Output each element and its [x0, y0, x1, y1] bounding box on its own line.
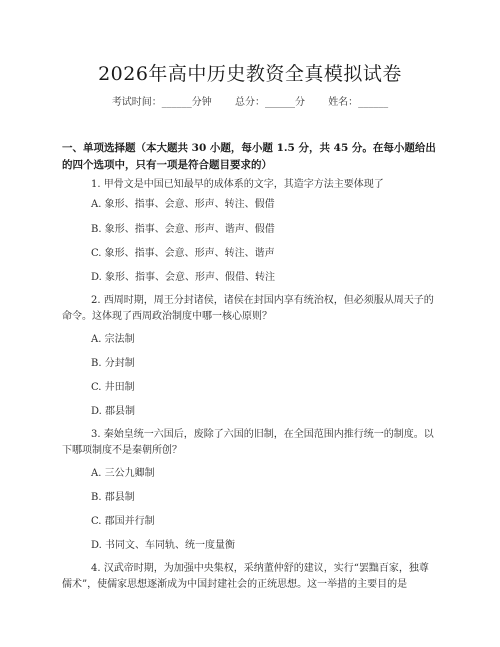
question-2-option-d: D. 郡县制: [91, 406, 136, 417]
question-1-option-a: A. 象形、指事、会意、形声、转注、假借: [91, 199, 275, 210]
question-2-option-c: C. 井田制: [91, 382, 135, 393]
exam-time: 考试时间：______分钟: [111, 97, 212, 108]
exam-title: 2026年高中历史教资全真模拟试卷: [98, 63, 402, 85]
section-heading: 一、单项选择题（本大题共 30 小题，每小题 1.5 分，共 45 分。在每小题给出的四个选项中，只有一项是符合题目要求的）: [62, 142, 436, 171]
exam-score: 总分：______分: [235, 97, 305, 108]
question-1-option-b: B. 象形、指事、会意、形声、谐声、假借: [91, 224, 275, 235]
question-2-option-b: B. 分封制: [91, 358, 135, 369]
question-1-option-c: C. 象形、指事、会意、形声、转注、谐声: [91, 248, 275, 259]
question-3-stem: 3. 秦始皇统一六国后，废除了六国的旧制，在全国范围内推行统一的制度。以下哪项制度不是秦朝所创？: [62, 429, 434, 456]
exam-name: 姓名：______: [328, 97, 389, 108]
exam-meta: [0, 93, 500, 108]
question-4-stem: 4. 汉武帝时期，为加强中央集权，采纳董仲舒的建议，实行“罢黜百家，独尊儒术”，使儒家思想逐渐成为中国封建社会的正统思想。这一举措的主要目的是: [62, 563, 429, 590]
question-3-option-d: D. 书同文、车同轨、统一度量衡: [91, 540, 236, 551]
question-3-option-a: A. 三公九卿制: [91, 468, 155, 479]
question-2-stem: 2. 西周时期，周王分封诸侯，诸侯在封国内享有统治权，但必须服从周天子的命令。这体现了西周政治制度中哪一核心原则？: [62, 295, 434, 322]
question-1-option-d: D. 象形、指事、会意、形声、假借、转注: [91, 272, 276, 283]
question-3-option-c: C. 郡国并行制: [91, 516, 155, 527]
question-3-option-b: B. 郡县制: [91, 492, 135, 503]
question-1-stem: 1. 甲骨文是中国已知最早的成体系的文字，其造字方法主要体现了: [91, 179, 384, 190]
question-2-option-a: A. 宗法制: [91, 334, 135, 345]
